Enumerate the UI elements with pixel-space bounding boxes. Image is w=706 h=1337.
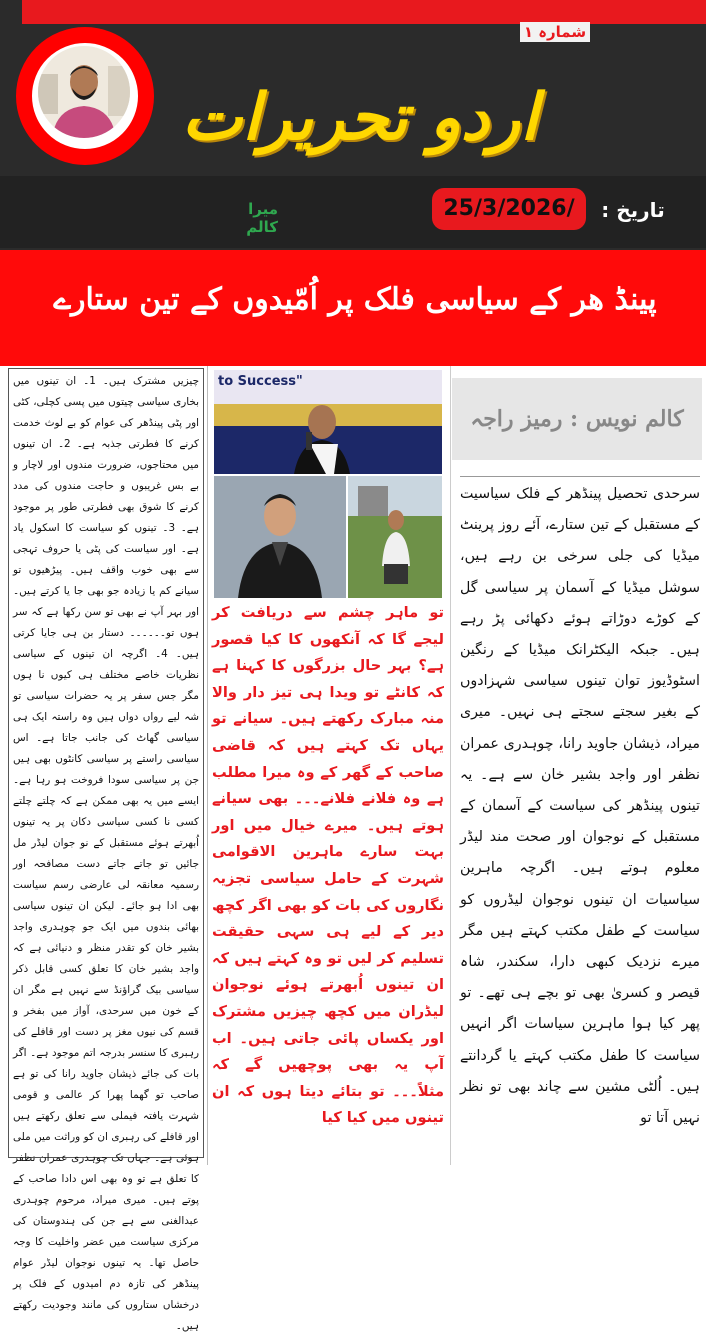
right-column-text	[460, 476, 700, 1159]
date-label: تاریخ :	[601, 198, 665, 222]
column-divider	[207, 366, 208, 1165]
banner-text: to Success"	[218, 374, 303, 389]
article-paragraph: تو ماہر چشم سے دریافت کر لیجے گا کہ آنکھوں کا کیا قصور ہے؟ بہر حال بزرگوں کا کہنا ہے کہ کانٹے تو ویدا ہی تیز دار والا منہ مبارک رکھتے ہیں۔ سیانے تو یہاں تک کہتے ہیں کہ قاضی صاحب کے گھر کے وہ میرا مطلب ہے وہ فلانے فلانے۔۔۔ بھی سیانے ہوتے ہیں۔ میرے خیال میں اور بہت سارے ماہرین الاقوامی شہرت کے حامل سیاسی تجزیہ نگاروں کی بات کو بھی اگر کچھ دیر کے لیے ہی سہی حقیقت تسلیم کر لیں تو وہ کہتے ہیں کہ ان تینوں اُبھرتے ہوئے نوجوان لیڈران میں کچھ چیزیں مشترک اور یکساں پائی جاتی ہیں۔ اب آپ یہ بھی پوچھیں گے کہ مثلاً۔۔۔ تو بتائے دیتا ہوں کہ ان تینوں میں کیا کیا	[212, 604, 444, 1127]
person-photo-icon	[38, 46, 130, 138]
issue-number: شمارہ ۱	[520, 22, 590, 42]
date-value: 25/3/2026/	[432, 188, 586, 230]
left-column-text	[8, 368, 204, 1332]
man-portrait-icon	[214, 476, 346, 598]
avatar	[38, 46, 130, 138]
outdoor-photo	[348, 476, 442, 598]
column-tag: میرا کالم	[246, 200, 278, 236]
headline: پینڈ ھر کے سیاسی فلک پر اُمّیدوں کے تین ستارے	[53, 282, 657, 317]
man-seated-icon	[348, 476, 442, 598]
article-paragraph: چیزیں مشترک ہیں۔ 1۔ ان تینوں میں بخاری سیاسی چیتوں میں پسی کچلی، کٹی اور پٹی پینڈھر کی عوام کو بے لوث خدمت کرنے کا فطرتی جذبہ ہے۔ 2۔ ان تینوں میں محتاجوں، ضرورت مندوں اور لاچار و بے بس غریبوں و حاجت مندوں کی مدد کرنے کا شوق بھی فطرتی طور پر موجود ہے۔ 3۔ تینوں کو سیاست کا اسکول یاد ہے۔ اور سیاست کی پٹی یا حروف تہجی سے بھی خوب واقف ہیں۔ پیڑھیوں تو سیانے کم یا زیادہ جو بھی جا یا کرتے ہیں۔ اور بہر آپ نے بھی تو سن رکھا ہے کہ سر ہوں تو۔۔۔۔۔۔ دستار بن ہی جایا کرتی ہیں۔ 4۔ اگرچہ ان تینوں کے سیاسی نظریات خاصے مختلف ہی کیوں نا ہوں مگر جس سفر پر یہ حضرات سیاسی تو شہ لیے رواں دواں ہیں وہ راستہ ایک ہی سیاسی گھاٹ کی جانب جاتا ہے۔ اس سیاسی راستے پر سیاسی کانٹوں بھی ہیں جن پر سیاسی سودا فروخت ہو رہا ہے۔ ایسے میں یہ بھی ممکن ہے کہ چلتے چلتے کسی نا کسی سیاسی دکان پر یہ تینوں اُبھرتے ہوئے مستقبل کے نو جوان لیڈر مل جائیں تو جاتے جاتے دست مصافحہ اور رسمیہ معانقہ لی عارضی رسم سیاست بھی ادا ہو جائے۔ لیکن ان تینوں سیاسی بھائی بندوں میں ایک جو چوہدری واجد بشیر خان کو تقدر منظر و دنیائی ہے کہ واجد بشیر خان کا تعلق کسی قابل ذکر سیاسی بیک گراؤنڈ سے نہیں ہے مگر ان کے خون میں سرحدی، آواز میں بفخر و قسم کی نیوں مغز پر دست اور قافلے کی رہبری کا سنسر بدرجہ اتم موجود ہے۔ اگر بات کی جائے ذیشان جاوید رانا کی تو ہے صاحب تو گھما پھرا کر عالمی و قومی شہرت یافتہ فیملی سے تعلق رکھتے ہیں اور قافلے کی رہبری ان کو وراثت میں ملی ہوئی ہے۔ جہاں تک چوہدری عمران نظفر کا تعلق ہے تو وہ بھی اس دادا صاحب کے پوتے ہیں۔ میری میراد، مرحوم چوہدری عبدالغنی سے ہے جن کی ہندوستان کی مرکزی سیاست میں عضر واخلیت کا وجہ حاصل تھا۔ یہ تینوں نوجوان لیڈر عوام پینڈھر کی تازہ دم امیدوں کے فلک پر درخشاں ستاروں کی مانند وجودیت رکھتے ہیں۔	[13, 375, 200, 1332]
middle-column-text	[212, 600, 444, 1160]
portrait-photo	[214, 476, 346, 598]
newspaper-title: اردو تحریرات	[182, 80, 538, 155]
columnist-byline: کالم نویس : رمیز راجہ	[452, 378, 702, 460]
article-paragraph: سرحدی تحصیل پینڈھر کے فلک سیاسیت کے مستقبل کے تین ستارے، آئے روز پرینٹ میڈیا کی جلی سرخی بن رہے ہیں، سوشل میڈیا کے آسمان پر سیاسی گل کے کوڑے دوڑاتے ہوئے دکھائی پڑ رہے ہیں۔ جبکہ الیکٹرانک میڈیا کے رنگین اسٹوڈیوز توان تینوں سیاسی شہزادوں کے بغیر سجتے سجتے ہی نہیں۔ میری میراد، ذیشان جاوید رانا، چوہدری عمران نظفر اور واجد بشیر خان سے ہے۔ یہ تینوں پینڈھر کی سیاست کے آسمان کے مستقبل کے نوجوان اور صحت مند لیڈر معلوم ہوتے ہیں۔ اگرچہ ماہرین سیاسیات ان تینوں نوجوان لیڈروں کو سیاست کے طفل مکتب کہتے ہیں مگر میرے نزدیک کبھی دارا، سکندر، شاہ قیصر و کسریٰ بھی تو بچے ہی تھے۔ تو پھر کیا ہوا ماہرین سیاسات اگر انہیں سیاست کا طفل مکتب کہتے یا گردانتے ہیں۔ اُلٹی مشین سے چاند بھی تو نظر نہیں آتا تو	[460, 486, 700, 1127]
header-top-strip	[22, 0, 706, 24]
